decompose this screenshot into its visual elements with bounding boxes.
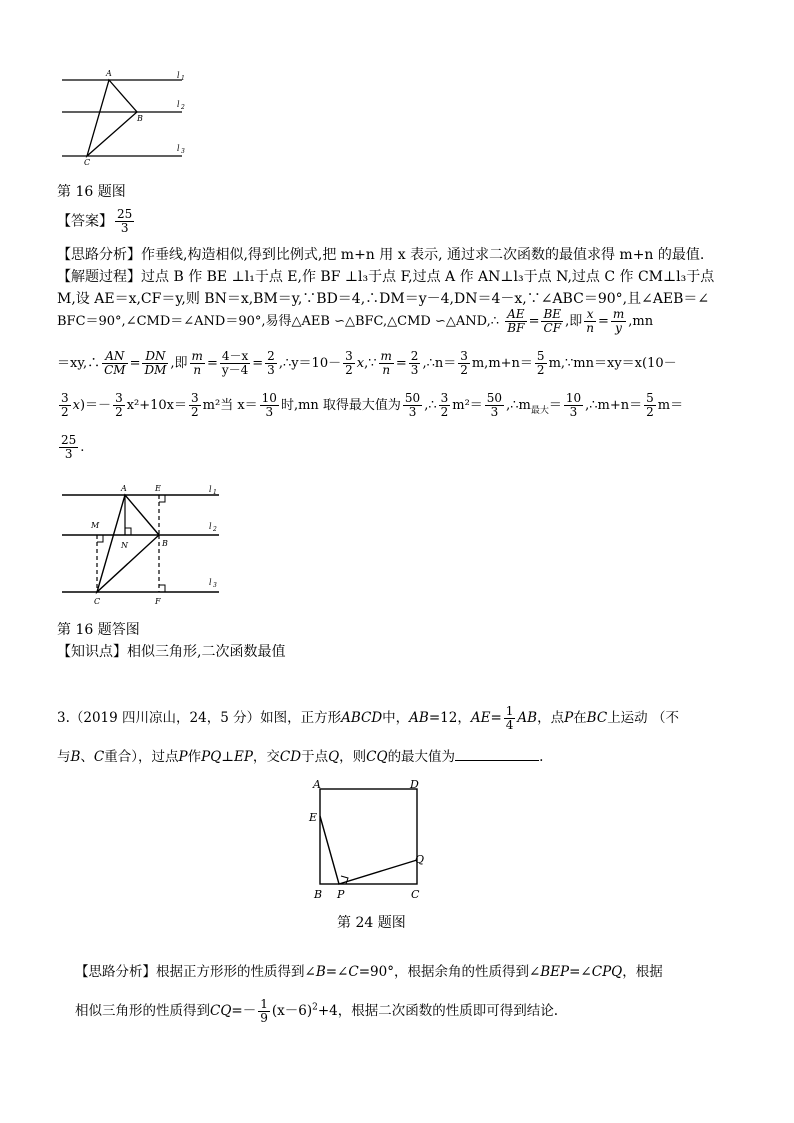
label-F: F — [155, 597, 161, 606]
process-line-4: ＝xy,∴ $\frac{AN}{CM}$ = $\frac{DN}{DM}$ ,即 $\frac{m}{n}$ = $\frac{4-x}{y-4}$ = $\frac{2}{3}$ ,∴y＝10－ $\frac{3}{2}$ x,∵ $\frac{m}{n}$ = $\frac{2}{3}$ ,∴n＝ $\frac{3}{2}$ m,m+n＝ $\frac{5}{2}$ m,∵mn＝xy＝x(10－ — [57, 349, 677, 378]
label-B: B — [314, 888, 323, 901]
q3-analysis-line-2: 相似三角形的性质得到CQ=－ $\frac{1}{9}$ $(x-6)^2+4$，根据二次函数的性质即可得到结论. — [75, 997, 559, 1026]
label-l3: l — [177, 144, 180, 153]
svg-text:l: l — [209, 522, 212, 531]
svg-text:l: l — [209, 578, 212, 587]
label-C: C — [84, 158, 91, 167]
label-C: C — [411, 888, 420, 901]
label-P: P — [337, 888, 345, 901]
label-N: N — [121, 541, 128, 550]
process-line-5: $\frac{3}{2}$ x)＝－ $\frac{3}{2}$ x²+10x＝ $\frac{3}{2}$ m²当 x＝ $\frac{10}{3}$ 时,mn 取得最大值为 $\frac{50}{3}$ ,∴ $\frac{3}{2}$ m²＝ $\frac{50}{3}$ $,\therefore m_{最大}=$ $\frac{10}{3}$ ,∴m+n＝ $\frac{5}{2}$ m＝ — [61, 391, 684, 420]
label-Q: Q — [415, 853, 425, 866]
process-line-6: $\frac{25}{3}$ . — [61, 433, 85, 462]
process-line-3: BFC＝90°,∠CMD＝∠AND＝90°,易得△AEB ∽△BFC,△CMD ∽△AND,∴ $\frac{AE}{BF}$ = $\frac{BE}{CF}$ ,即 $\frac{x}{n}$ = $\frac{m}{y}$ ,mn — [57, 307, 654, 336]
knowledge-line: 【知识点】相似三角形,二次函数最值 — [57, 644, 286, 660]
figure-24 — [305, 775, 435, 905]
process-line-1: 【解题过程】过点 B 作 BE ⊥l₁于点 E,作 BF ⊥l₃于点 F,过点 A 作 AN⊥l₃于点 N,过点 C 作 CM⊥l₃于点 — [57, 269, 715, 285]
label-M: M — [91, 521, 100, 530]
q3-line-1: 3.（2019 四川凉山，24，5 分）如图，正方形ABCD中，AB=12，AE= $\frac{1}{4}$ AB，点P在BC上运动 （不 — [57, 704, 679, 733]
svg-text:l: l — [209, 485, 212, 494]
label-B: B — [162, 539, 168, 548]
svg-text:3: 3 — [213, 582, 217, 589]
svg-text:3: 3 — [181, 148, 185, 155]
label-D: D — [410, 778, 419, 791]
label-B: B — [137, 114, 143, 123]
label-E: E — [155, 484, 161, 493]
label-A: A — [106, 69, 112, 78]
q3-line-2: 与B、C重合），过点P作PQ⊥EP，交CD于点Q，则CQ的最大值为 . — [57, 749, 544, 765]
label-l2: l — [177, 100, 180, 109]
analysis-line: 【思路分析】作垂线,构造相似,得到比例式,把 m+n 用 x 表示, 通过求二次函数的最值求得 m+n 的最值. — [57, 247, 705, 263]
fig24-caption: 第 24 题图 — [337, 915, 406, 931]
fig16-caption: 第 16 题图 — [57, 184, 126, 200]
label-E: E — [309, 811, 318, 824]
fig16-answer-caption: 第 16 题答图 — [57, 622, 140, 638]
figure-16 — [57, 66, 197, 171]
answer-fraction: $\frac{25}{3}$ — [117, 207, 133, 236]
label-l1: l — [177, 71, 180, 80]
label-A: A — [121, 484, 127, 493]
svg-text:2: 2 — [181, 104, 185, 111]
answer-blank — [455, 748, 539, 761]
svg-text:1: 1 — [181, 75, 185, 82]
label-C: C — [94, 597, 101, 606]
answer-line: 【答案】 $\frac{25}{3}$ — [57, 207, 133, 236]
svg-text:2: 2 — [213, 526, 217, 533]
svg-text:1: 1 — [213, 489, 217, 496]
figure-16-answer — [57, 480, 227, 610]
q3-analysis-line-1: 【思路分析】根据正方形形的性质得到∠B=∠C=90°，根据余角的性质得到∠BEP=∠CPQ，根据 — [75, 964, 663, 980]
process-line-2: M,设 AE＝x,CF＝y,则 BN＝x,BM＝y,∵BD＝4,∴DM＝y－4,DN＝4－x,∵∠ABC＝90°,且∠AEB＝∠ — [57, 291, 710, 307]
label-A: A — [313, 778, 321, 791]
